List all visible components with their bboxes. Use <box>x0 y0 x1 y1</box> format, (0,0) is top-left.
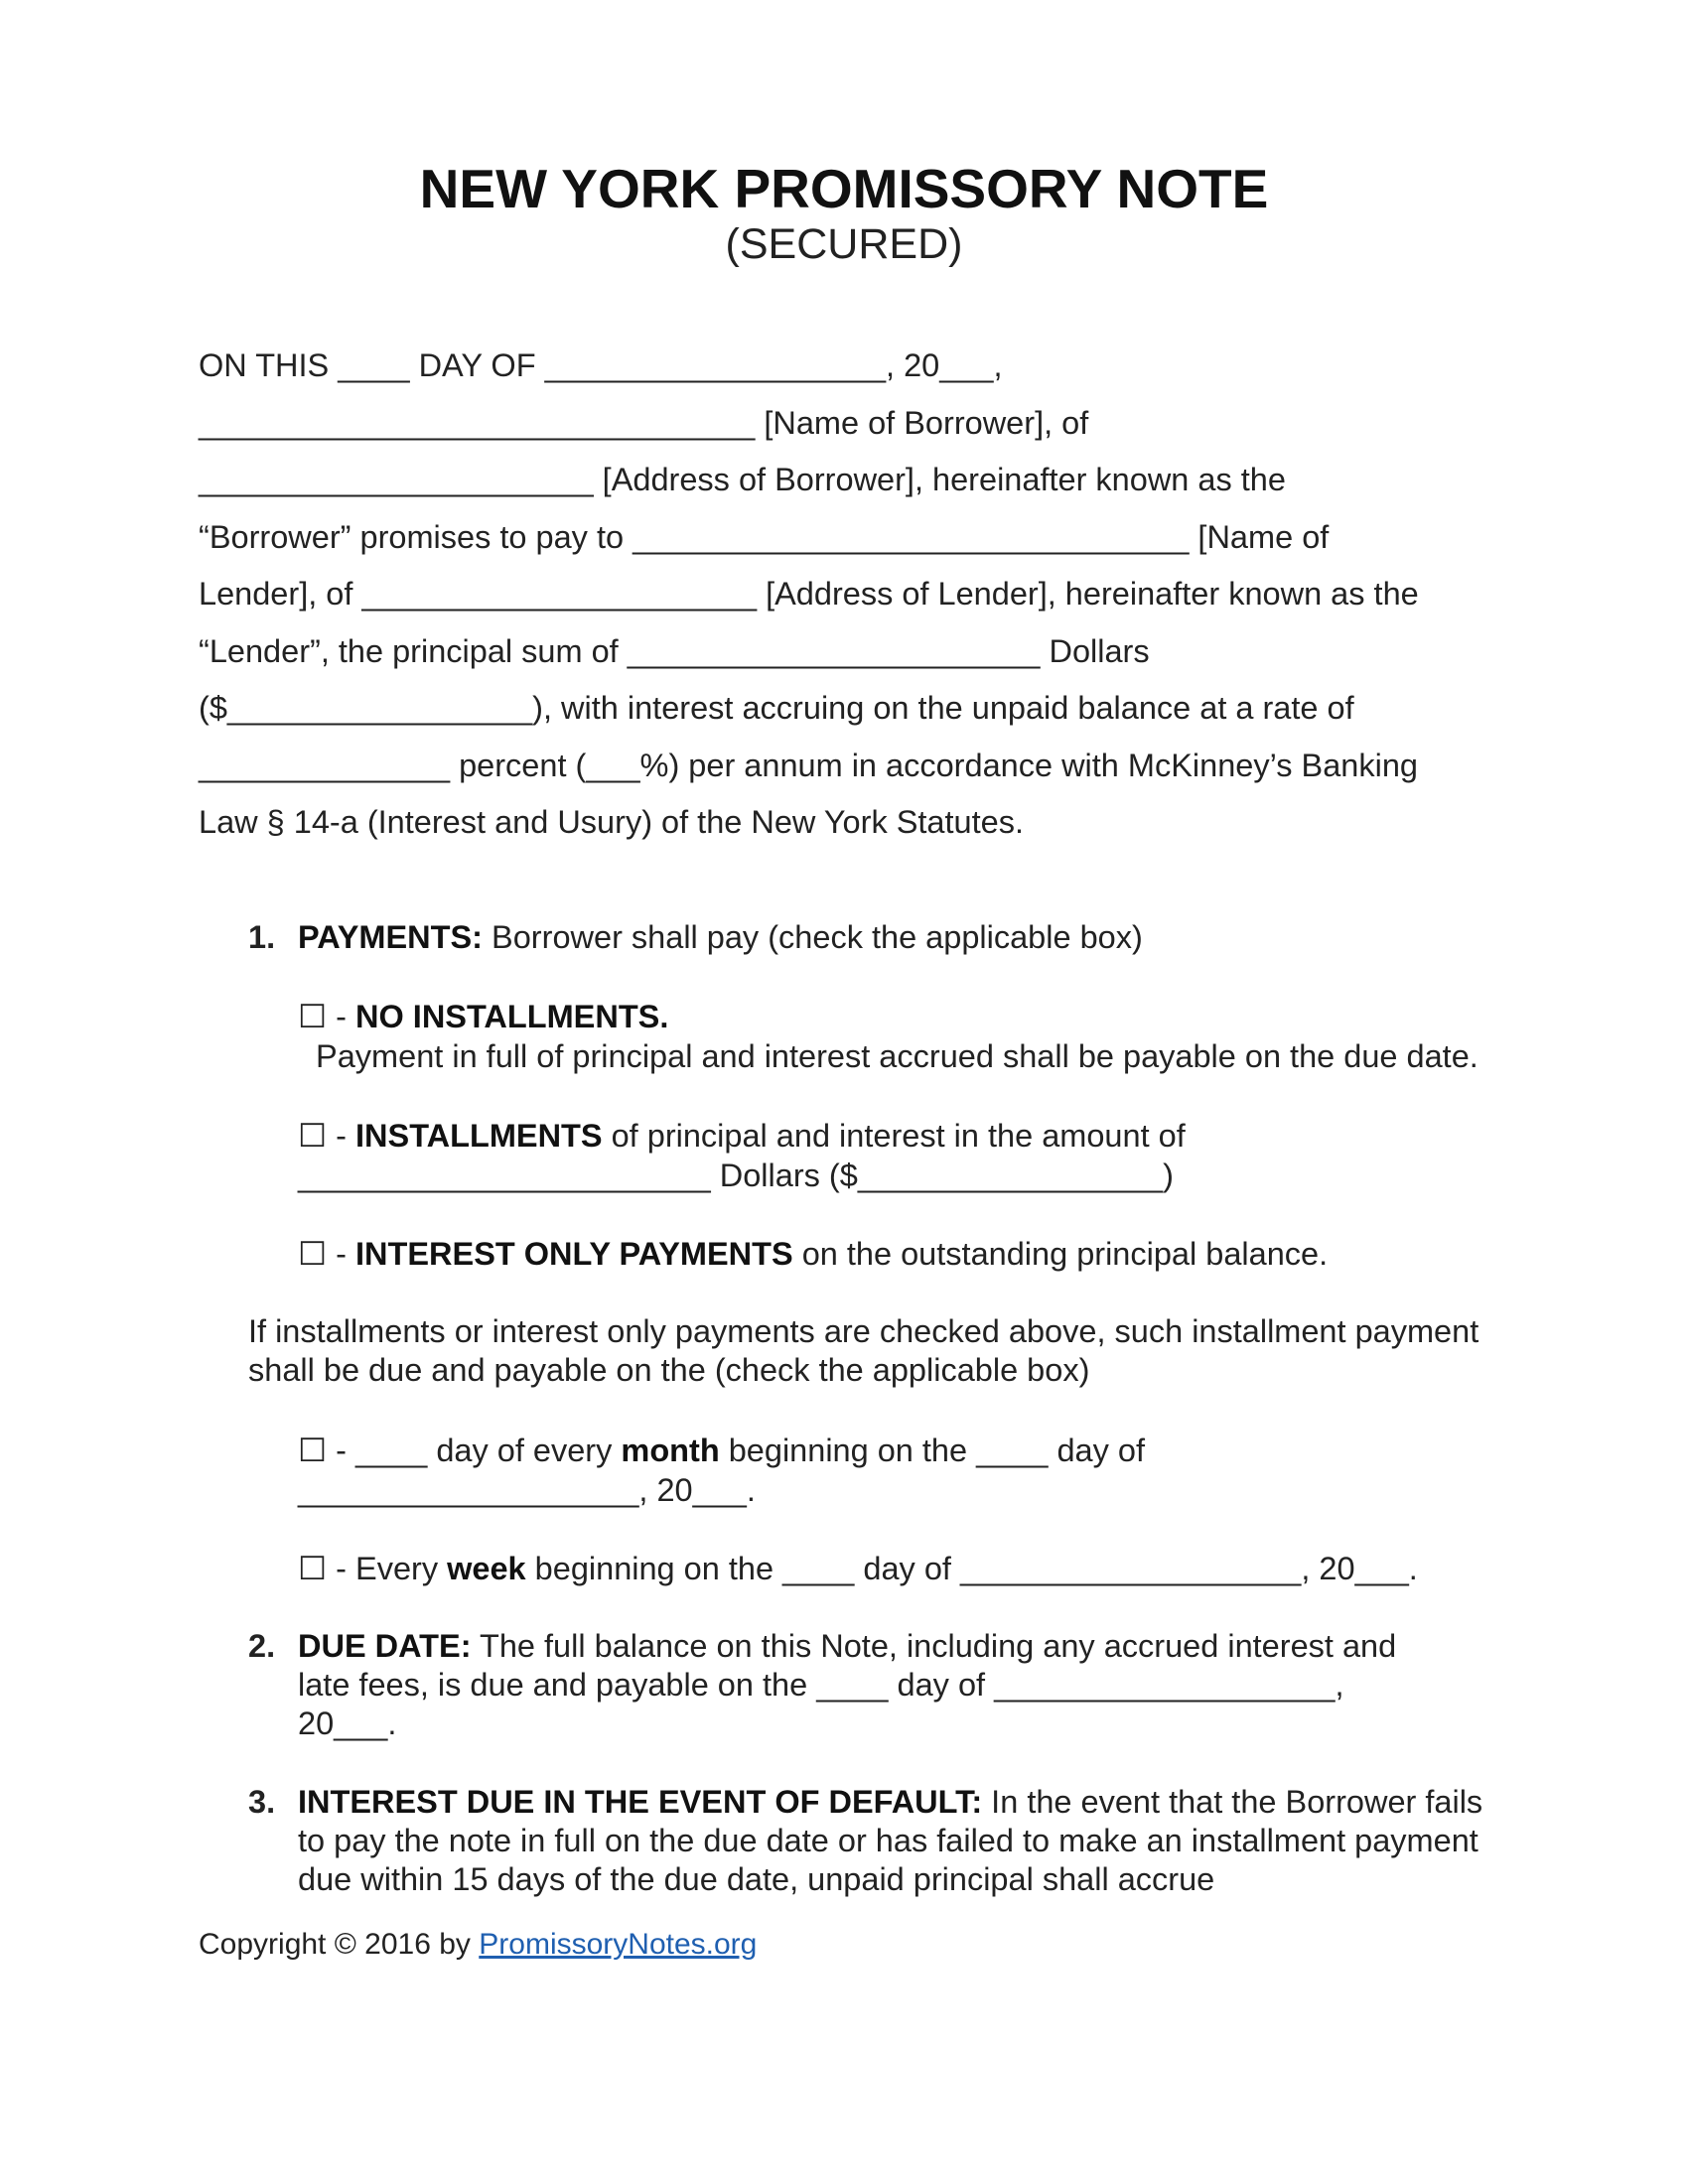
option-monthly <box>298 1431 1489 1510</box>
section-number: 1. <box>248 919 276 955</box>
intro-line: Law § 14-a (Interest and Usury) of the New York Statutes. <box>199 804 1024 840</box>
section-default-interest <box>248 1783 1489 1899</box>
checkbox-weekly[interactable]: ☐ - Every <box>298 1551 448 1586</box>
option-text: of principal and interest in the amount of <box>602 1118 1186 1154</box>
schedule-intro: If installments or interest only payments are checked above, such installment payment shall be due and payable on the (check the applicable box) <box>248 1313 1479 1388</box>
option-weekly <box>298 1549 1489 1588</box>
checkbox-monthly[interactable]: ☐ - ____ day of every <box>298 1433 622 1468</box>
intro-line: ($_________________), with interest accruing on the unpaid balance at a rate of <box>199 690 1354 726</box>
option-label: NO INSTALLMENTS. <box>355 999 669 1034</box>
option-label: month <box>621 1433 720 1468</box>
option-label: INSTALLMENTS <box>355 1118 603 1154</box>
option-no-installments <box>298 997 1489 1076</box>
section-number: 3. <box>248 1784 276 1820</box>
monthly-date-line: ___________________, 20___. <box>298 1472 756 1508</box>
section-text: In the event that the Borrower fails to pay the note in full on the due date or has failed to make an installment payment due within 15 days of the due date, unpaid principal shall accrue <box>298 1784 1483 1897</box>
option-text: on the outstanding principal balance. <box>792 1236 1329 1272</box>
option-label: INTEREST ONLY PAYMENTS <box>355 1236 793 1272</box>
document-title: NEW YORK PROMISSORY NOTE <box>419 158 1269 219</box>
option-label: week <box>447 1551 526 1586</box>
section-heading: PAYMENTS: <box>298 919 484 955</box>
section-due-date <box>248 1627 1420 1743</box>
option-installments <box>298 1116 1489 1195</box>
copyright-text: Copyright © 2016 by <box>199 1928 480 1961</box>
option-text: beginning on the ____ day of <box>719 1433 1145 1468</box>
checkbox-no-installments[interactable]: ☐ - <box>298 999 356 1034</box>
footer <box>199 1928 757 1962</box>
installment-amount-line: _______________________ Dollars ($_________________) <box>298 1158 1174 1193</box>
section-text: Borrower shall pay (check the applicable box) <box>483 919 1143 955</box>
intro-line: _______________________________ [Name of Borrower], of <box>199 404 1089 441</box>
intro-line: ON THIS ____ DAY OF ___________________, 20___, <box>199 347 1003 383</box>
promissorynotes-link[interactable]: PromissoryNotes.org <box>479 1928 758 1961</box>
option-text: beginning on the ____ day of ___________________, 20___. <box>525 1551 1418 1586</box>
checkbox-interest-only[interactable]: ☐ - <box>298 1236 356 1272</box>
checkbox-installments[interactable]: ☐ - <box>298 1118 356 1154</box>
section-payments <box>248 918 1489 957</box>
option-text: Payment in full of principal and interest accrued shall be payable on the due date. <box>298 1038 1478 1074</box>
intro-line: “Borrower” promises to pay to _______________________________ [Name of <box>199 518 1330 555</box>
document-subtitle: (SECURED) <box>725 220 963 268</box>
intro-line: Lender], of ______________________ [Address of Lender], hereinafter known as the <box>199 576 1419 612</box>
intro-line: “Lender”, the principal sum of _______________________ Dollars <box>199 632 1150 669</box>
intro-line: ______________________ [Address of Borrower], hereinafter known as the <box>199 462 1286 497</box>
section-heading: INTEREST DUE IN THE EVENT OF DEFAULT: <box>298 1784 983 1820</box>
section-text: The full balance on this Note, including any accrued interest and late fees, is due and payable on the ____ day of ___________________, 20___. <box>298 1628 1397 1741</box>
intro-paragraph <box>199 338 1489 852</box>
section-heading: DUE DATE: <box>298 1628 472 1664</box>
option-interest-only <box>298 1234 1489 1274</box>
section-number: 2. <box>248 1628 276 1664</box>
intro-line: ______________ percent (___%) per annum in accordance with McKinney’s Banking <box>199 747 1418 783</box>
